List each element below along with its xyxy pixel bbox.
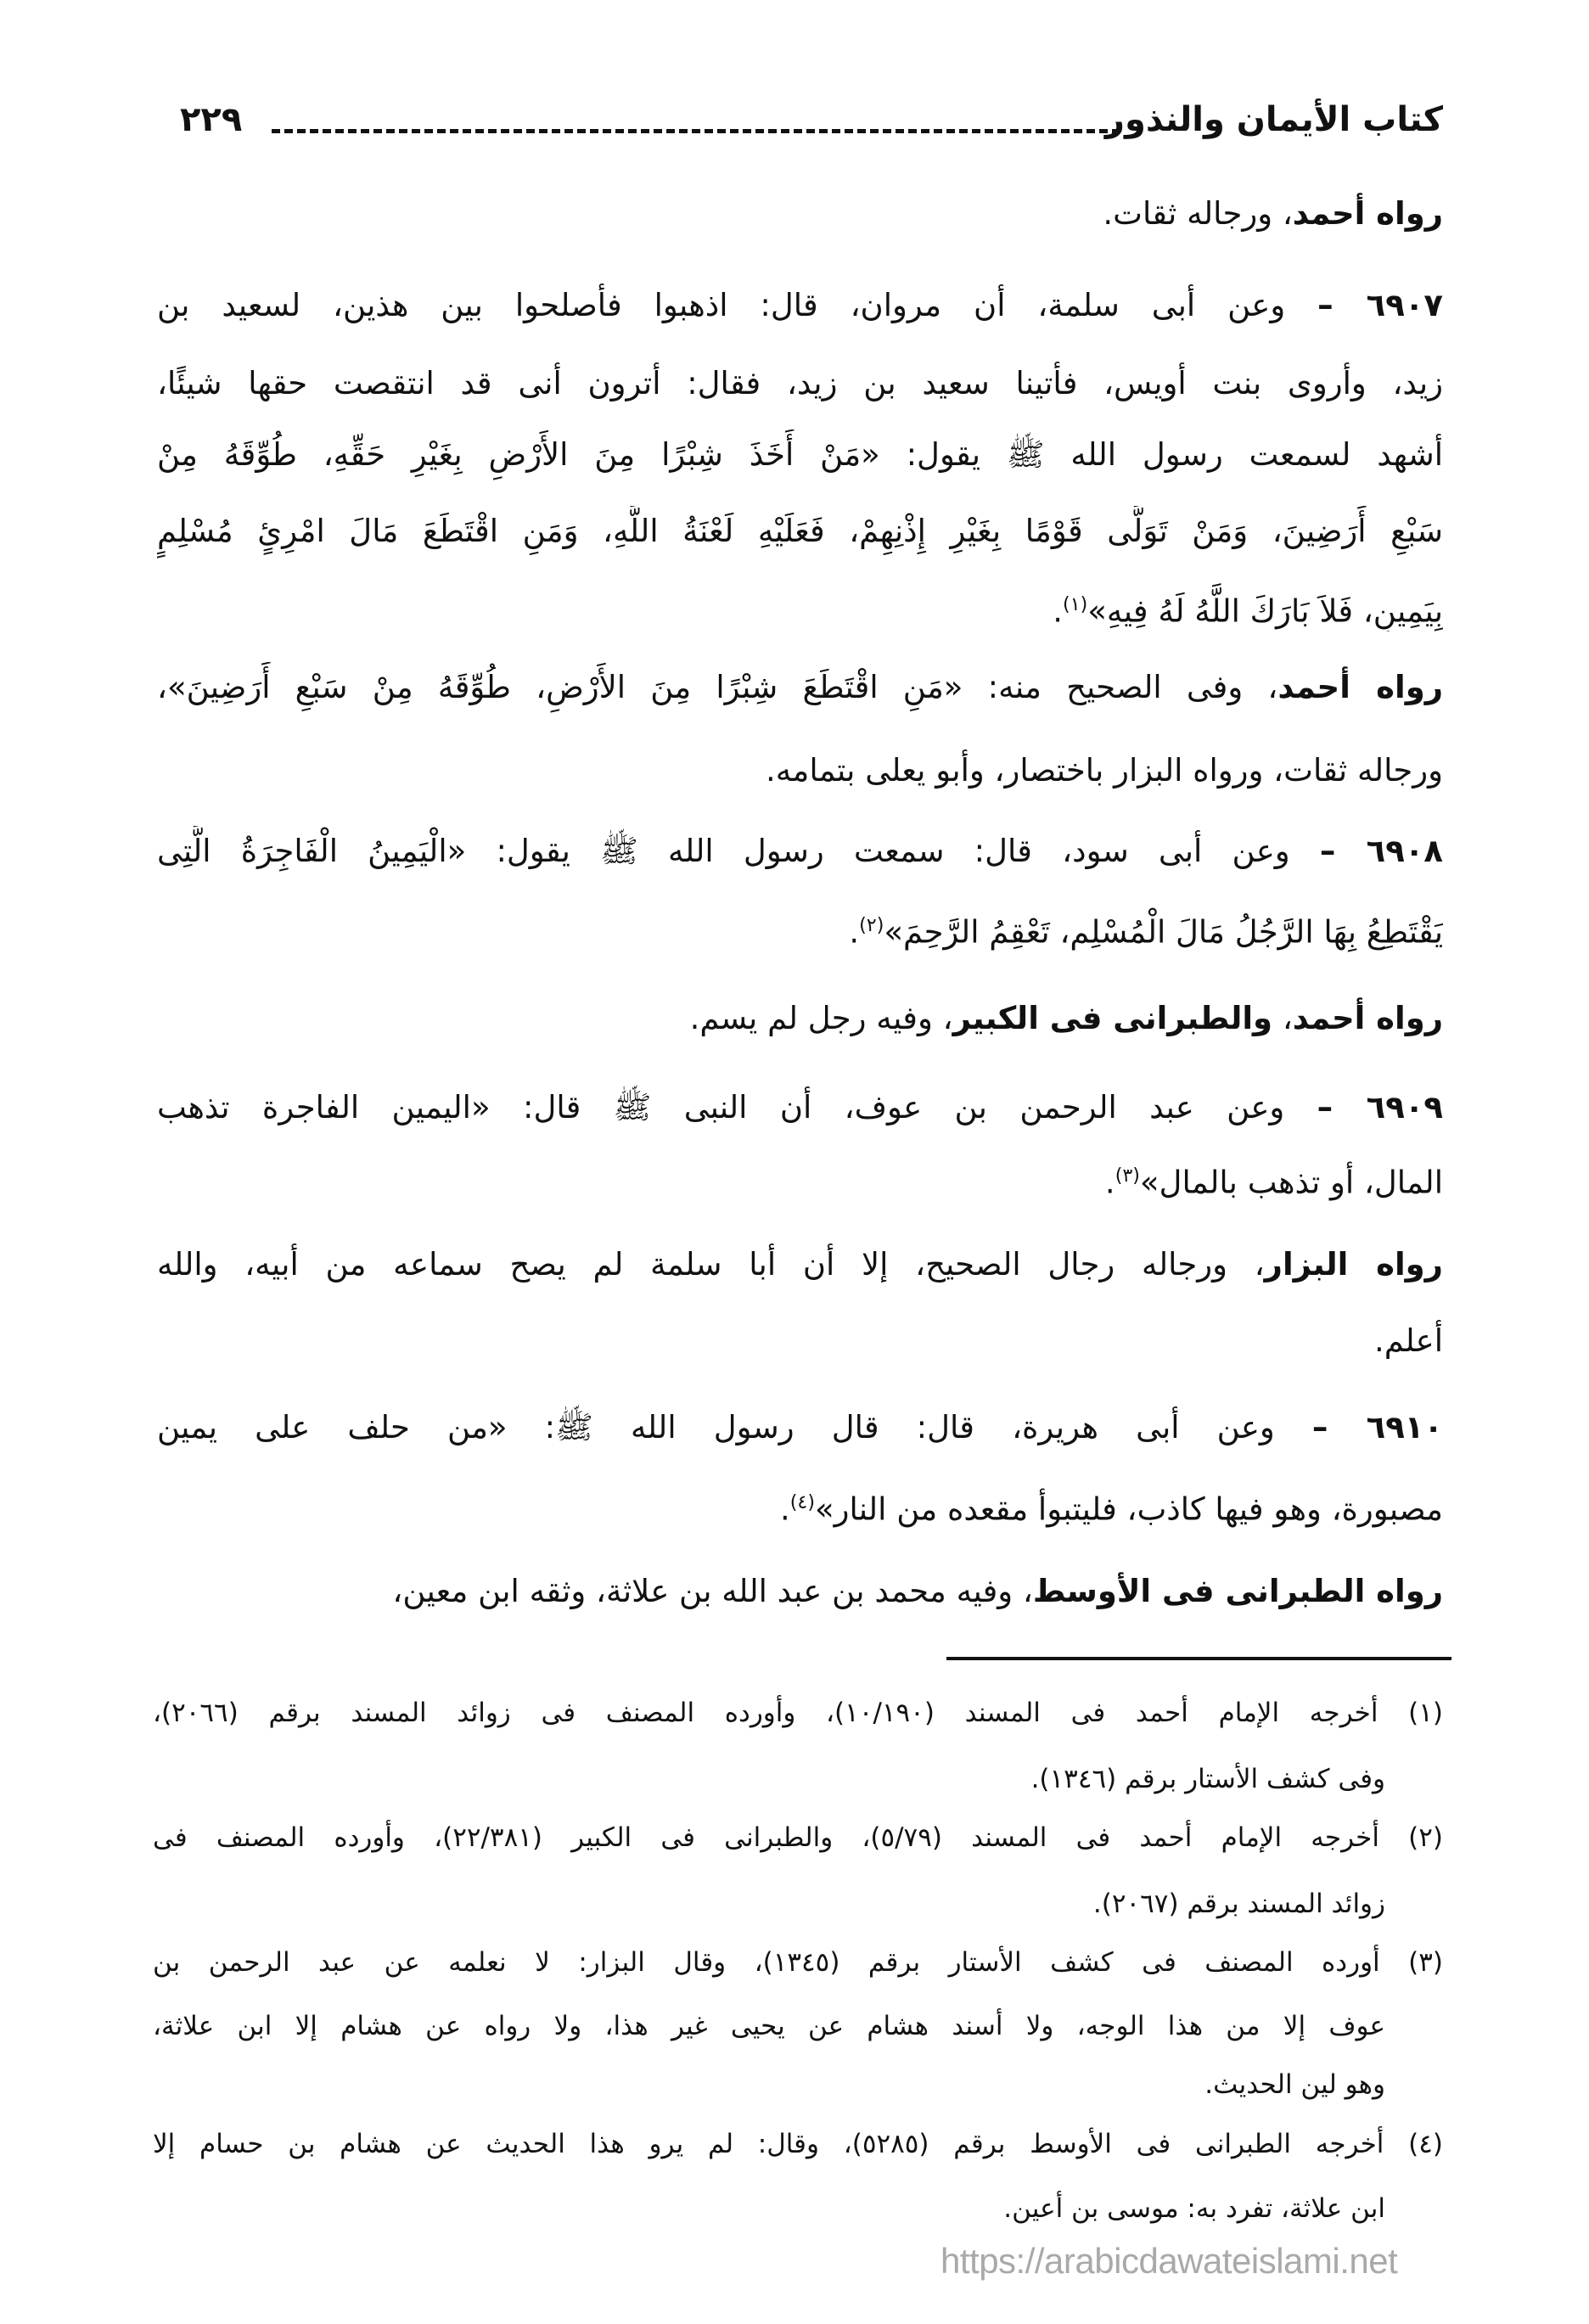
- body-line: [157, 1316, 1443, 1368]
- text: أشهد لسمعت رسول الله ﷺ يقول: «مَنْ أَخَذَ شِبْرًا مِنَ الأَرْضِ بِغَيْرِ حَقِّهِ، طُوِّقَهُ مِنْ: [157, 436, 1443, 473]
- text: .: [1053, 592, 1064, 630]
- bold-text: والطبرانى فى الكبير: [952, 1000, 1273, 1036]
- bold-text: رواه أحمد: [1292, 1000, 1443, 1036]
- body-line: [157, 662, 1443, 715]
- text: (٢) أخرجه الإمام أحمد فى المسند (٥/٧٩)، والطبرانى فى الكبير (٢٢/٣٨١)، وأورده المصنف فى: [153, 1822, 1443, 1853]
- body-line: [157, 1402, 1443, 1455]
- body-line: [157, 579, 1443, 632]
- body-line: [157, 993, 1443, 1046]
- body-line: [157, 1150, 1443, 1203]
- footnote-line: [153, 2123, 1443, 2167]
- footnote-reference: (٤): [789, 1491, 815, 1513]
- footnote-reference: (٣): [1115, 1165, 1140, 1187]
- text: .: [849, 913, 860, 951]
- text: (٣) أورده المصنف فى كشف الأستار برقم (١٣٤٥)، وقال البزار: لا نعلمه عن عبد الرحمن بن: [153, 1947, 1443, 1978]
- text: يَقْتَطِعُ بِهَا الرَّجُلُ مَالَ الْمُسْلِمِ، تَعْقِمُ الرَّحِمَ»: [884, 913, 1443, 951]
- footnote-line: [153, 1941, 1443, 1985]
- footnote-line: [153, 1883, 1385, 1927]
- page-number: ٢٢٩: [180, 100, 243, 139]
- text: عوف إلا من هذا الوجه، ولا أسند هشام عن يحيى غير هذا، ولا رواه عن هشام إلا ابن علاثة،: [153, 2011, 1385, 2041]
- header-dashed-divider: [272, 129, 1120, 133]
- text: ، ورجاله ثقات.: [1103, 195, 1293, 232]
- watermark-url: https://arabicdawateislami.net: [940, 2241, 1398, 2281]
- text: ،: [1272, 1000, 1293, 1036]
- body-line: [157, 900, 1443, 952]
- text: سَبْعِ أَرَضِينَ، وَمَنْ تَوَلَّى قَوْمًا بِغَيْرِ إِذْنِهِمْ، فَعَلَيْهِ لَعْنَةُ اللَّهِ، وَمَنِ اقْتَطَعَ مَالَ امْرِئٍ مُسْلِمٍ: [157, 513, 1443, 549]
- text: ، وفيه محمد بن عبد الله بن علاثة، وثقه ابن معين،: [392, 1573, 1033, 1609]
- text: وعن أبى سود، قال: سمعت رسول الله ﷺ يقول: «الْيَمِينُ الْفَاجِرَةُ الَّتِى: [157, 833, 1320, 869]
- running-header-title: كتاب الأيمان والنذور: [1104, 100, 1443, 139]
- text: .: [779, 1490, 790, 1528]
- footnote-separator: [946, 1657, 1451, 1660]
- text: وعن أبى سلمة، أن مروان، قال: اذهبوا فأصلحوا بين هذين، لسعيد بن: [157, 287, 1318, 323]
- bold-text: ٦٩٠٨ –: [1319, 833, 1443, 869]
- text: ابن علاثة، تفرد به: موسى بن أعين.: [1003, 2193, 1385, 2224]
- body-line: [157, 280, 1443, 333]
- body-line: [157, 1082, 1443, 1135]
- body-line: [157, 826, 1443, 879]
- footnote-line: [153, 2005, 1385, 2049]
- text: وهو لين الحديث.: [1204, 2069, 1385, 2100]
- bold-text: رواه الطبرانى فى الأوسط: [1032, 1573, 1443, 1609]
- text: وفى كشف الأستار برقم (١٣٤٦).: [1030, 1764, 1385, 1794]
- body-line: [157, 1566, 1443, 1619]
- footnote-line: [153, 1758, 1385, 1802]
- footnote-reference: (١): [1063, 593, 1088, 615]
- body-line: [157, 1239, 1443, 1292]
- footnote-line: [153, 1816, 1443, 1861]
- bold-text: ٦٩١٠ –: [1311, 1409, 1443, 1445]
- body-line: [157, 1477, 1443, 1530]
- body-line: [157, 745, 1443, 798]
- footnote-line: [153, 2063, 1385, 2108]
- text: زوائد المسند برقم (٢٠٦٧).: [1092, 1889, 1385, 1919]
- text: وعن عبد الرحمن بن عوف، أن النبى ﷺ قال: «اليمين الفاجرة تذهب: [157, 1089, 1317, 1126]
- text: .: [1104, 1164, 1115, 1201]
- text: ورجاله ثقات، ورواه البزار باختصار، وأبو يعلى بتمامه.: [765, 752, 1443, 789]
- bold-text: رواه أحمد: [1277, 669, 1443, 705]
- bold-text: رواه البزار: [1264, 1246, 1443, 1283]
- bold-text: رواه أحمد: [1292, 195, 1443, 232]
- bold-text: ٦٩٠٧ –: [1317, 287, 1443, 323]
- text: وعن أبى هريرة، قال: قال رسول الله ﷺ: «من حلف على يمين: [157, 1409, 1312, 1445]
- text: (١) أخرجه الإمام أحمد فى المسند (١٠/١٩٠)، وأورده المصنف فى زوائد المسند برقم (٢٠٦٦)،: [153, 1698, 1443, 1728]
- body-line: [157, 506, 1443, 559]
- footnote-reference: (٢): [859, 914, 884, 936]
- body-line: [157, 429, 1443, 482]
- text: المال، أو تذهب بالمال»: [1139, 1164, 1443, 1201]
- text: مصبورة، وهو فيها كاذب، فليتبوأ مقعده من النار»: [814, 1490, 1443, 1528]
- footnote-line: [153, 1692, 1443, 1736]
- text: (٤) أخرجه الطبرانى فى الأوسط برقم (٥٢٨٥)، وقال: لم يرو هذا الحديث عن هشام بن حسام إلا: [153, 2129, 1443, 2159]
- text: ، ورجاله رجال الصحيح، إلا أن أبا سلمة لم يصح سماعه من أبيه، والله: [157, 1246, 1265, 1283]
- body-line: [157, 358, 1443, 411]
- text: ، وفى الصحيح منه: «مَنِ اقْتَطَعَ شِبْرًا مِنَ الأَرْضِ، طُوِّقَهُ مِنْ سَبْعِ أَرَضِينَ»،: [157, 669, 1278, 705]
- text: بِيَمِينٍ، فَلاَ بَارَكَ اللَّهُ لَهُ فِيهِ»: [1087, 592, 1443, 630]
- text: أعلم.: [1374, 1322, 1443, 1359]
- text: ، وفيه رجل لم يسم.: [689, 1000, 953, 1036]
- bold-text: ٦٩٠٩ –: [1317, 1089, 1443, 1126]
- footnote-line: [153, 2187, 1385, 2231]
- text: زيد، وأروى بنت أويس، فأتينا سعيد بن زيد، فقال: أترون أنى قد انتقصت حقها شيئًا،: [157, 365, 1443, 401]
- body-line: [157, 188, 1443, 241]
